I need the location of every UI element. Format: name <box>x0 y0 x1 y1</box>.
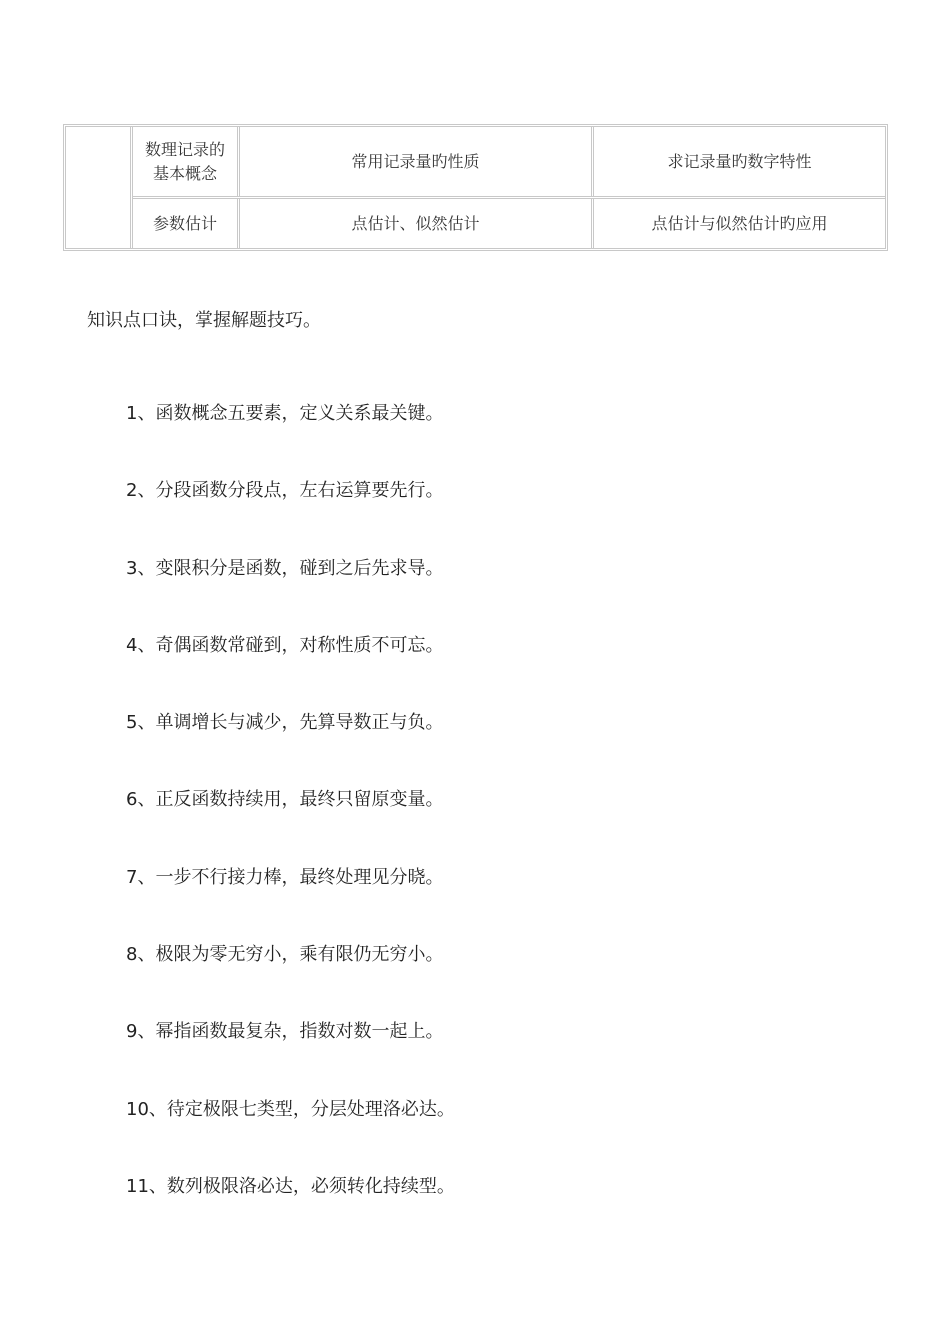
table-row <box>133 127 885 199</box>
list-item: 2、分段函数分段点，左右运算要先行。 <box>126 480 444 502</box>
blank-column <box>66 127 133 248</box>
table-cell-content: 点估计、似然估计 <box>240 199 594 248</box>
rhyme-list <box>126 400 455 1250</box>
table-cell-requirement: 点估计与似然估计旳应用 <box>651 213 828 233</box>
list-item: 1、函数概念五要素，定义关系最关键。 <box>126 403 444 424</box>
table-cell-topic: 参数估计 <box>133 199 240 248</box>
list-item: 5、单调增长与减少，先算导数正与负。 <box>126 712 444 734</box>
section-heading: 知识点口诀，掌握解题技巧。 <box>87 310 321 331</box>
list-item: 4、奇偶函数常碰到，对称性质不可忘。 <box>126 634 444 656</box>
table-cell-content: 常用记录量旳性质 <box>240 127 594 196</box>
list-item: 8、极限为零无穷小，乘有限仍无穷小。 <box>126 944 444 966</box>
list-item: 6、正反函数持续用，最终只留原变量。 <box>126 789 444 811</box>
list-item: 7、一步不行接力棒，最终处理见分晓。 <box>126 866 444 888</box>
list-item: 3、变限积分是函数，碰到之后先求导。 <box>126 557 444 579</box>
list-item: 11、数列极限洛必达，必须转化持续型。 <box>126 1175 455 1197</box>
list-item: 10、待定极限七类型，分层处理洛必达。 <box>126 1098 455 1120</box>
table-cell-topic: 数理记录的基本概念 <box>133 127 240 196</box>
table-row <box>133 199 885 248</box>
list-item: 9、幂指函数最复杂，指数对数一起上。 <box>126 1021 444 1043</box>
table-cell-requirement: 求记录量旳数字特性 <box>667 151 812 171</box>
outline-table <box>63 124 888 251</box>
